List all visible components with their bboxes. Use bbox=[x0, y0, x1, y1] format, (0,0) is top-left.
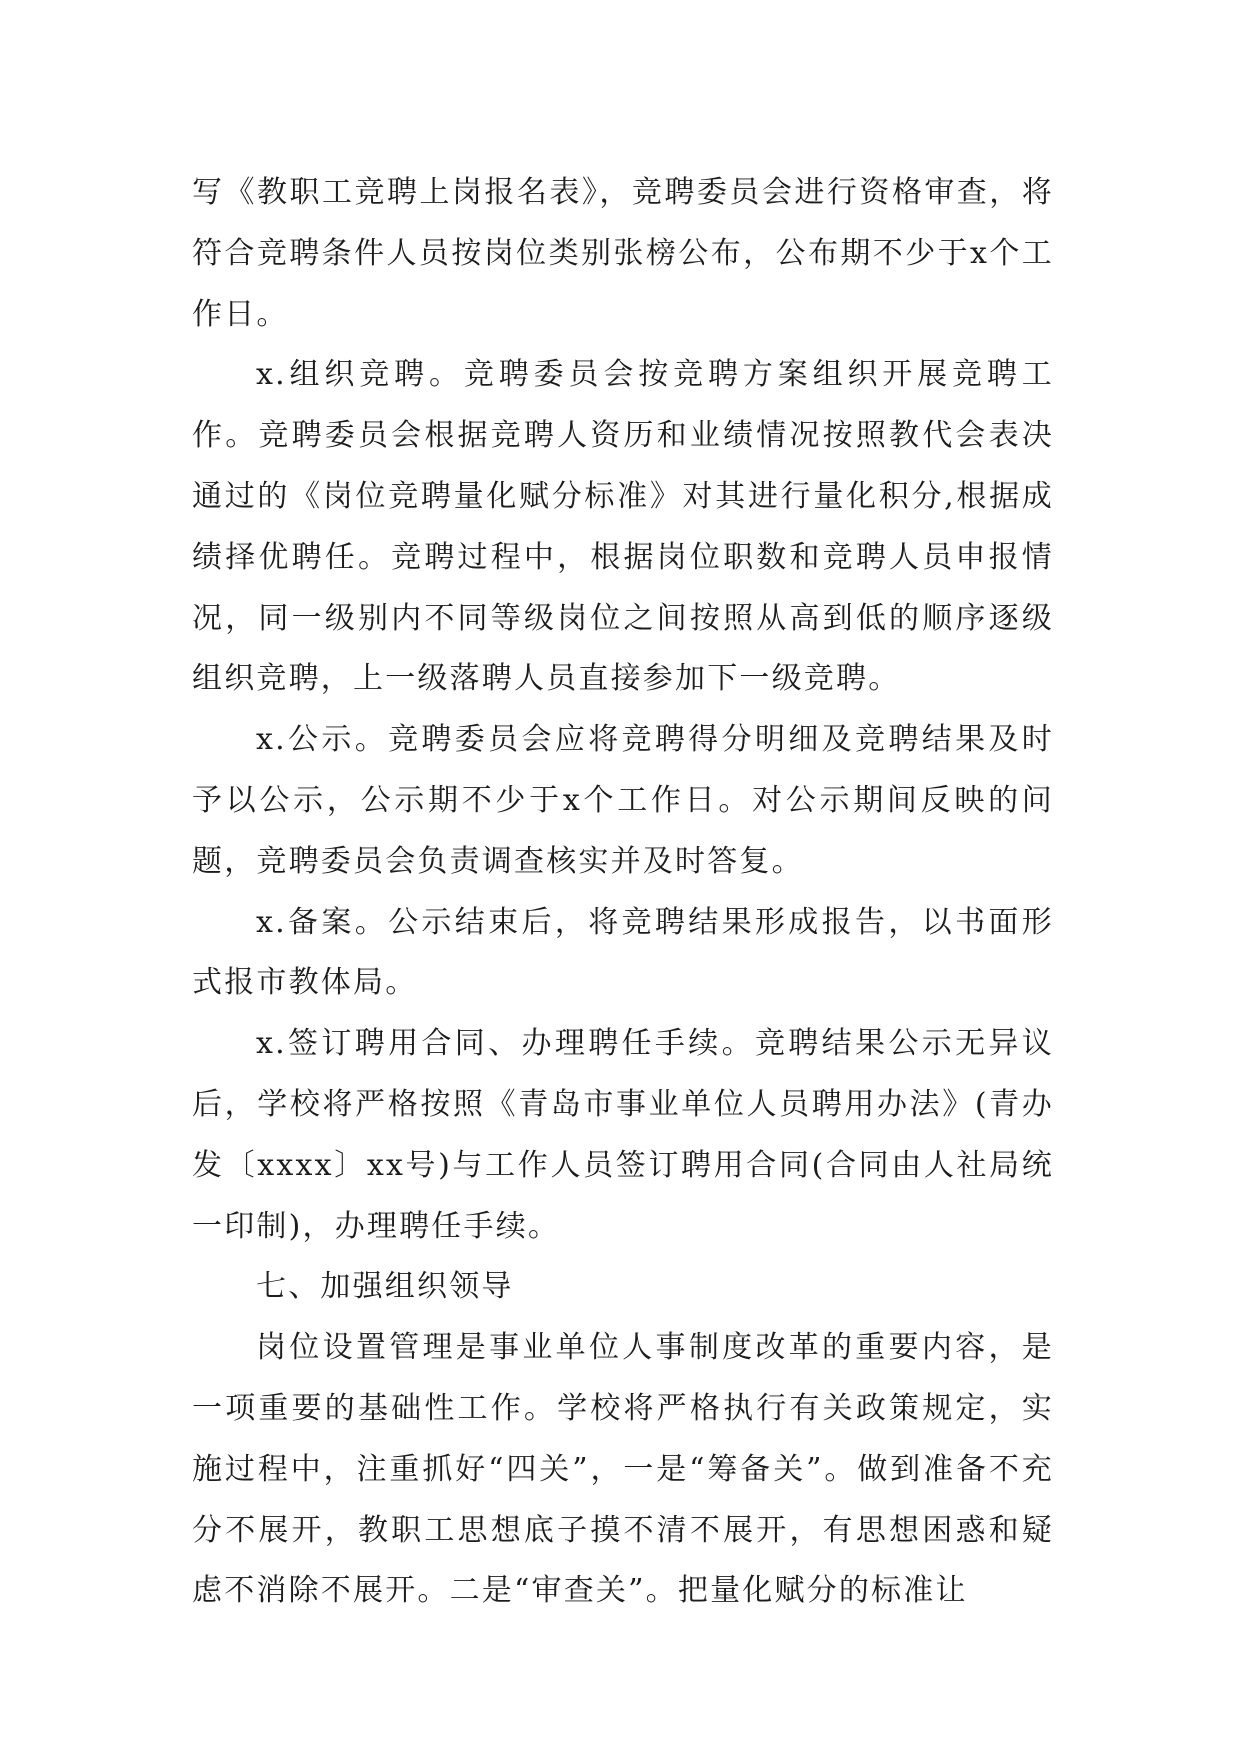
paragraph-position-management: 岗位设置管理是事业单位人事制度改革的重要内容，是一项重要的基础性工作。学校将严格执行有关政策规定，实施过程中，注重抓好“四关”，一是“筹备关”。做到准备不充分不展开，教职工思想底子摸不清不展开，有思想困惑和疑虑不消除不展开。二是“审查关”。把量化赋分的标准让 bbox=[192, 1330, 1054, 1609]
section-heading-leadership: 七、加强组织领导 bbox=[256, 1269, 514, 1305]
paragraph-qualification-review: 写《教职工竞聘上岗报名表》，竞聘委员会进行资格审查，将符合竞聘条件人员按岗位类别张榜公布，公布期不少于x个工作日。 bbox=[192, 175, 1054, 332]
paragraph-organize-competition: x.组织竞聘。竞聘委员会按竞聘方案组织开展竞聘工作。竞聘委员会根据竞聘人资历和业绩情况按照教代会表决通过的《岗位竞聘量化赋分标准》对其进行量化积分,根据成绩择优聘任。竞聘过程中，根据岗位职数和竞聘人员申报情况，同一级别内不同等级岗位之间按照从高到低的顺序逐级组织竞聘，上一级落聘人员直接参加下一级竞聘。 bbox=[192, 357, 1054, 697]
paragraph-public-notice: x.公示。竞聘委员会应将竞聘得分明细及竞聘结果及时予以公示，公示期不少于x个工作日。对公示期间反映的问题，竞聘委员会负责调查核实并及时答复。 bbox=[192, 722, 1054, 879]
paragraph-sign-contract: x.签订聘用合同、办理聘任手续。竞聘结果公示无异议后，学校将严格按照《青岛市事业单位人员聘用办法》(青办发〔xxxx〕xx号)与工作人员签订聘用合同(合同由人社局统一印制)，办理聘任手续。 bbox=[192, 1026, 1054, 1244]
paragraph-filing: x.备案。公示结束后，将竞聘结果形成报告，以书面形式报市教体局。 bbox=[192, 904, 1054, 1001]
document-body bbox=[192, 163, 1054, 1622]
